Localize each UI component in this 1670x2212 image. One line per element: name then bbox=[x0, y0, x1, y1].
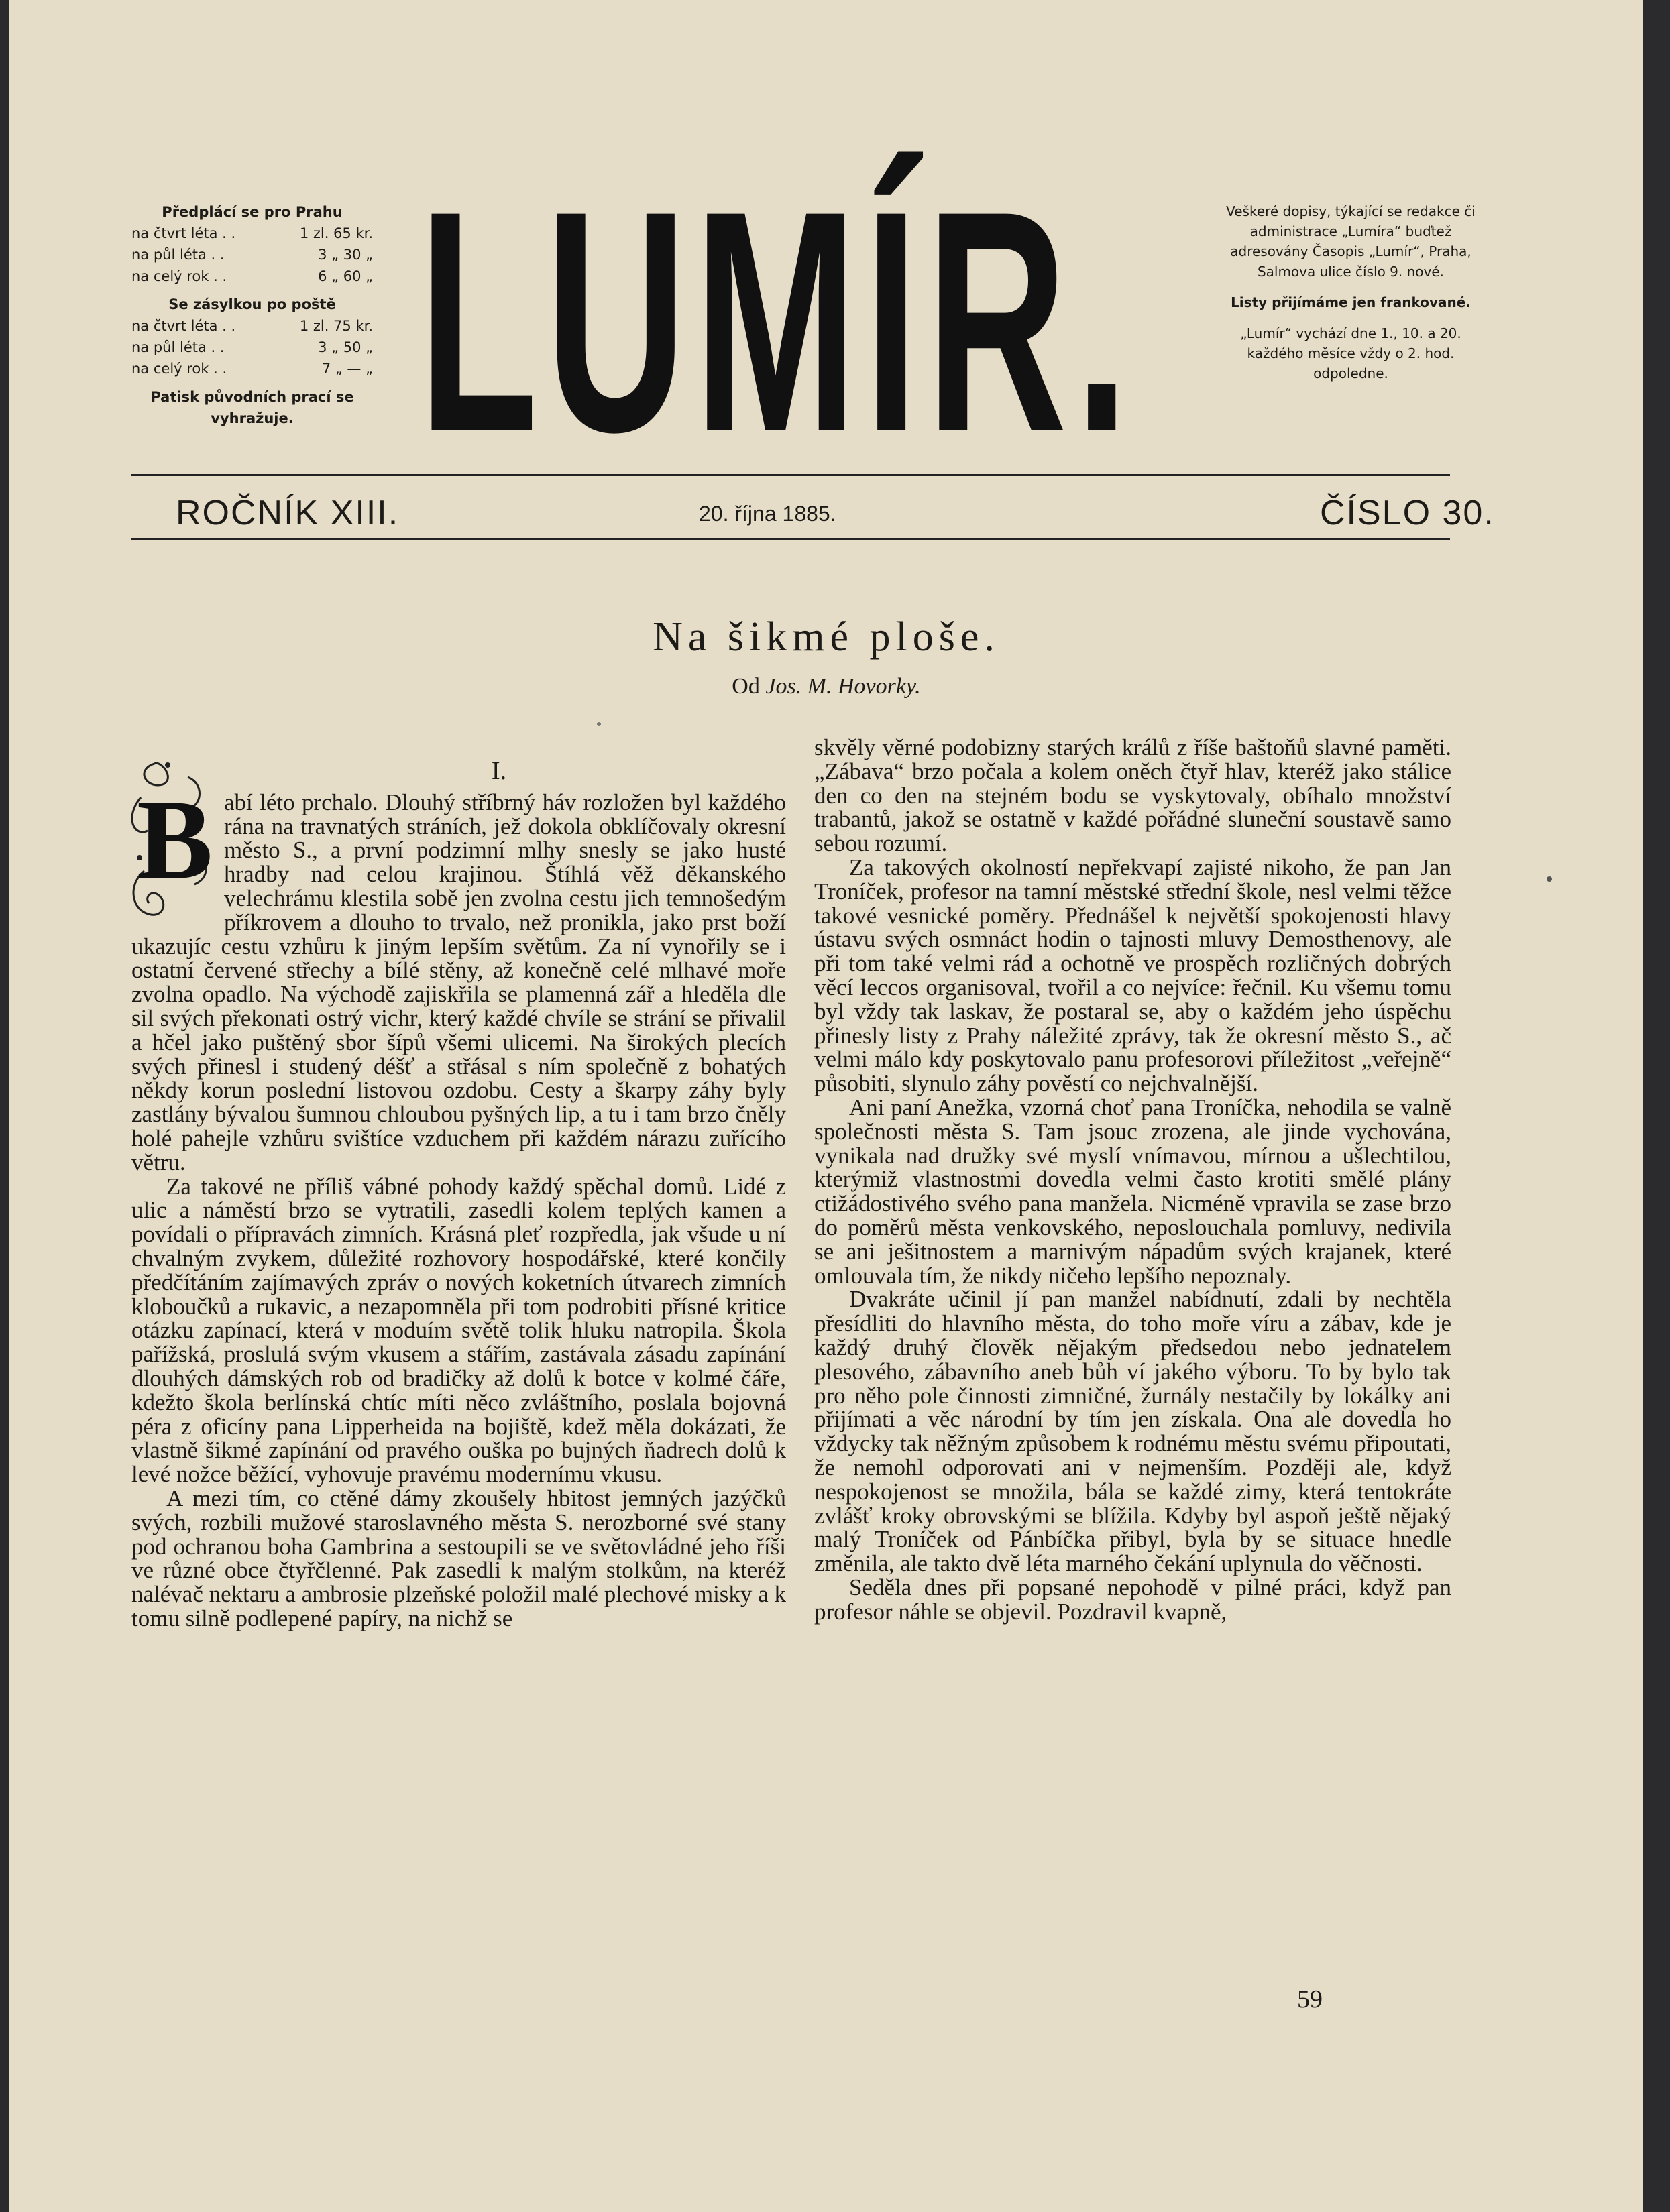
print-speck bbox=[1547, 876, 1552, 882]
chapter-number: I. bbox=[491, 757, 507, 785]
ornamental-initial bbox=[127, 757, 215, 925]
price-row: na celý rok . . 7 „ — „ bbox=[131, 361, 373, 377]
paragraph: Ani paní Anežka, vzorná choť pana Troníčka, nehodila se valně společnosti města S. Tam jsouc zrozena, ale jinde vychována, vynikala nad družky své myslí vnímavou, mírnou a ušlechtilou, kterýmiž vlastnostmi dovedla velmi často krotiti smělé plány ctižádostivého svého pana manžela. Nicméně vpravila se zase brzo do poměrů města venkovského, neposlouchala pomluvy, nedivila se ani ješitnostem a marnivým nápadům svých krajanek, které omlouvala tím, že nikdy ničeho lepšího nepoznaly. bbox=[814, 1094, 1451, 1289]
address-note: Veškeré dopisy, týkající se redakce či administrace „Lumíra“ buďtež adresovány Časopis „Lumír“, Praha, Salmova ulice číslo 9. nové. bbox=[1226, 203, 1476, 280]
paragraph: Za takových okolností nepřekvapí zajisté nikoho, že pan Jan Troníček, profesor na tamní městské střední škole, nesl velmi těžce takové vesnické poměry. Přednášel k největší spokojenosti hlavy ústavu svých osmnáct hodin o tajnosti mluvy Demosthenovy, ale při tom také velmi rád a ochotně ve prospěch rozličných dobrých věcí leccos organisoval, tvořil a co nejvíce: řečnil. Ku všemu tomu byl vždy tak laskav, že postaral se, aby o každém jeho úspěchu přinesly listy z Prahy náležité zprávy, tak že okresní město S., ač velmi málo kdy poskytovalo panu profesorovi příležitost „veřejně“ působiti, slynulo záhy pověstí co nejchvalnější. bbox=[814, 854, 1451, 1097]
price-row: na půl léta . . 3 „ 50 „ bbox=[131, 339, 373, 355]
bottom-rule bbox=[131, 538, 1450, 540]
issue-number: ČÍSLO 30. bbox=[1320, 493, 1495, 532]
paragraph: Dvakráte učinil jí pan manžel nabídnutí, zdali by nechtěla přesídliti do hlavního města, do toho moře víru a zábav, kde je každý druhý člověk nějakým předsedou nebo jednatelem plesového, zábavního aneb bůh ví jakého výboru. To by bylo tak pro něho pole činnosti zimničné, žurnály nestačily by lokálky ani přijímati a věc národní by tím jen získala. Ona ale dovedla ho vždycky tak něžným způsobem k rodnému městu svému připoutati, že nemohl odporovati ani v nejmenším. Později ale, když nespokojenost se množila, bála se každé zimy, která tentokráte zvlášť kroky obrovskými se blížila. Kdyby byl aspoň ještě nějaký malý Troníček od Pánbíčka přibyl, byla by se situace hnedle změnila, ale takto dvě léta marného čekání uplynula do věčnosti. bbox=[814, 1286, 1451, 1577]
subscription-heading-post: Se zásylkou po poště bbox=[168, 296, 336, 312]
copyright-note: Patisk původních prací se vyhražuje. bbox=[150, 389, 354, 426]
paragraph: Za takové ne příliš vábné pohody každý spěchal domů. Lidé z ulic a náměstí brzo se vytratili, zasedli kolem teplých kamen a povídali o přípravách zimních. Krásná pleť rozpředla, jak všude u ní chvalným zvykem, důležité rozhovory hospodářské, které končily předčítáním zajímavých zpráv o nových koketních útvarech zimních kloboučků a rukavic, a nezapomněla při tom podrobiti přísné kritice otázku zapínací, která v moduím světě tolik hluku natropila. Škola pařížská, proslulá svým vkusem a stářím, zastávala zásadu zapínání dlouhých dámských rob od bradičky až dolů k botce v kolmé čáře, kdežto škola berlínská chtíc míti něco zvláštního, poslala bojovná péra z oficíny pana Lipperheida na bojiště, kdež měla dokázati, že vlastně šikmé zapínání od pravého ouška po bujných ňadrech dolů k levé nožce běžící, vyhovuje pravému modernímu vkusu. bbox=[131, 1173, 786, 1488]
schedule-note: „Lumír“ vychází dne 1., 10. a 20. každého měsíce vždy o 2. hod. odpoledne. bbox=[1240, 325, 1461, 382]
newspaper-page bbox=[9, 0, 1643, 2212]
subscription-info bbox=[131, 201, 373, 429]
dropcap-letter: B bbox=[137, 776, 213, 903]
author-name: Jos. M. Hovorky. bbox=[765, 674, 921, 699]
article-title: Na šikmé ploše. bbox=[653, 614, 1000, 660]
price-row: na celý rok . . 6 „ 60 „ bbox=[131, 268, 373, 284]
paragraph: abí léto prchalo. Dlouhý stříbrný háv rozložen byl každého rána na travnatých stráních, jež dokola obklíčovaly okresní město S., a první podzimní mlhy snesly se jako husté hradby nad celou krajinou. Štíhlá věž děkanského velechrámu klestila sobě jen zvolna cestu jich temnošedým příkrovem a dlouho to trvalo, než pronikla, jako prst boží ukazujíc cestu vzhůru k jiným lepším světům. Za ní vynořily se i ostatní červené střechy a bílé stěny, až konečně celé mlhavé moře zvolna opadlo. Na východě zajiskřila se plamenná zář a hleděla dle sil svých překonati ostrý vichr, který každé chvíle se strání se přivalil a hčel jako puštěný sbor šípů všemi ulicemi. Na širokých plecích svých přinesl i studený déšť a střásal s ním společně z bohatých někdy korun poslední listovou ozdobu. Cesty a škarpy záhy byly zastlány bývalou šumnou chloubou pyšných lip, a tu i tam brzo čněly holé pahejle vzhůru svištíce vzduchem při každém nárazu zuřícího větru. bbox=[131, 789, 786, 1175]
price-row: na čtvrt léta . . 1 zl. 75 kr. bbox=[131, 318, 373, 334]
issue-date: 20. října 1885. bbox=[699, 502, 836, 526]
paragraph: Seděla dnes při popsané nepohodě v pilné práci, když pan profesor náhle se objevil. Pozdravil kvapně, bbox=[814, 1574, 1451, 1625]
column-right bbox=[814, 736, 1451, 1623]
letters-note: Listy přijímáme jen frankované. bbox=[1231, 294, 1471, 310]
top-rule bbox=[131, 474, 1450, 476]
volume-label: ROČNÍK XIII. bbox=[176, 493, 400, 532]
price-row: na půl léta . . 3 „ 30 „ bbox=[131, 247, 373, 263]
paragraph: skvěly věrné podobizny starých králů z říše baštoňů slavné paměti. „Zábava“ brzo počala a kolem oněch čtyř hlav, kteréž jako stálice den co den na stejném bodu se vyskytovaly, obíhalo množství trabantů, jakož se ostatně v každé pořádné sluneční soustavě samo sebou rozumí. bbox=[814, 734, 1451, 857]
editorial-info bbox=[1217, 201, 1485, 394]
page-number: 59 bbox=[1297, 1985, 1323, 2014]
print-speck bbox=[597, 722, 601, 726]
newspaper-logo: LUMÍR. bbox=[419, 145, 1137, 498]
column-left bbox=[131, 757, 786, 1631]
subscription-heading-prague: Předplácí se pro Prahu bbox=[162, 204, 343, 220]
article-byline: Od Jos. M. Hovorky. bbox=[732, 674, 921, 699]
price-row: na čtvrt léta . . 1 zl. 65 kr. bbox=[131, 225, 373, 241]
paragraph: A mezi tím, co ctěné dámy zkoušely hbitost jemných jazýčků svých, rozbili mužové staroslavného města S. nerozborné své stany pod ochranou boha Gambrina a sestoupili se ve světovládné jeho říši ve různé obce čtyřčlenné. Pak zasedli k malým stolkům, na kteréž nalévač nektaru a ambrosie plzeňské položil malé plechové misky a k tomu silně podlepené papíry, na nichž se bbox=[131, 1485, 786, 1631]
